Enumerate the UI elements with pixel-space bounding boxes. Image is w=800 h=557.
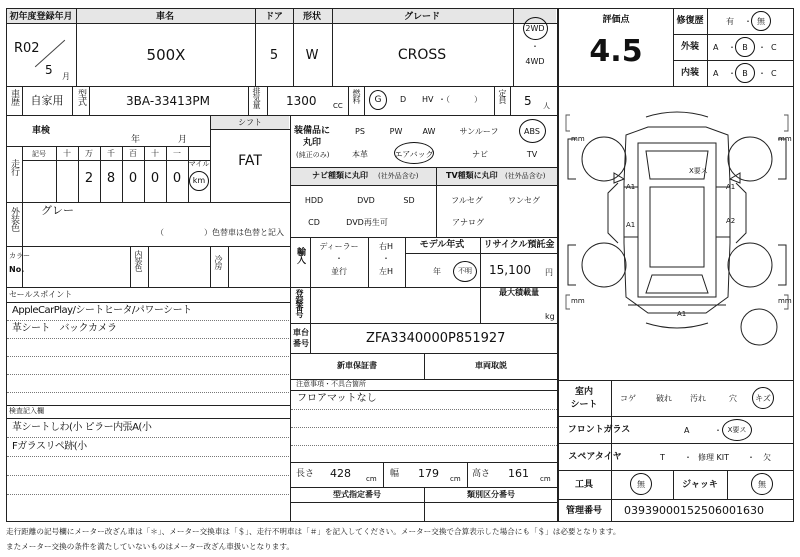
grade-value: CROSS: [397, 47, 447, 63]
color-no-label-top: カラー: [9, 252, 30, 260]
navi-label-small: (社外品含む): [378, 172, 419, 180]
fuel-g: G: [374, 95, 382, 105]
car-damage-diagram: [558, 87, 794, 377]
equip-leather: 本革: [352, 150, 368, 159]
model-year-label: モデル年式: [419, 240, 465, 250]
height-label: 高さ: [472, 469, 491, 479]
repair-sep: ・: [744, 17, 752, 26]
reg-month-unit: 月: [62, 72, 70, 81]
navi-sd: SD: [403, 196, 415, 205]
navi-label: ナビ種類に丸印: [312, 171, 368, 180]
int-b: B: [742, 69, 748, 78]
reg-month-value: 5: [45, 63, 53, 77]
reg-year-value: R02: [14, 41, 40, 56]
windshield-x: X要ス: [727, 426, 747, 434]
jack-value: 無: [758, 480, 766, 489]
max-load-label: 最大積載量: [499, 288, 539, 297]
windshield-label: フロントガラス: [567, 425, 631, 435]
capacity-value: 5: [524, 94, 532, 108]
equip-sunroof: サンルーフ: [459, 127, 499, 136]
inspector-label: 検査記入欄: [9, 407, 44, 415]
ext-sep-2: ・: [758, 43, 766, 52]
disp-label: 排気量: [252, 87, 261, 108]
interior-koge: コゲ: [620, 394, 636, 403]
drive-dealer: ディーラー: [319, 242, 359, 251]
equipment-label-3: (純正のみ): [296, 151, 330, 159]
equipment-label-2: 丸印: [303, 138, 322, 148]
interior-color-label: 内装色: [134, 250, 143, 271]
management-value: 03939000152506001630: [624, 504, 764, 517]
equipment-label-1: 装備品に: [294, 126, 331, 136]
jack-label: ジャッキ: [682, 480, 718, 490]
ext-c: C: [771, 43, 777, 52]
tools-label: 工具: [574, 480, 594, 490]
drive-dot: ・: [531, 42, 539, 51]
interior-yogore: 汚れ: [690, 394, 706, 403]
drive-left: 左H: [378, 267, 394, 276]
fuel-label: 燃料: [352, 89, 361, 103]
shaken-month-unit: 月: [178, 135, 188, 145]
repair-label: 修復歴: [676, 16, 704, 26]
drive-dot-1: ・: [335, 254, 343, 263]
shaken-label: 車検: [31, 126, 51, 136]
inspector-line-1: Fガラスリペ跡(小: [12, 441, 87, 452]
navi-cd: CD: [308, 218, 320, 227]
length-label: 長さ: [296, 469, 315, 479]
car-name-value: 500X: [146, 46, 186, 64]
mileage-unit-6: 一: [173, 149, 181, 158]
repair-yes: 有: [726, 17, 734, 26]
ac-label: 冷房: [214, 255, 223, 269]
tire-mm-rl: mm: [571, 297, 585, 305]
model-value: 3BA-33413PM: [126, 94, 210, 108]
drive-dot-2: ・: [382, 254, 390, 263]
mark-x-front: X要ス: [689, 167, 708, 175]
mileage-digit-1: 8: [106, 171, 116, 186]
tv-label: TV種類に丸印: [446, 171, 498, 180]
mileage-label: 走行: [9, 159, 19, 175]
recycle-label: リサイクル預託金: [483, 240, 555, 250]
int-sep-2: ・: [758, 69, 766, 78]
max-load-unit: kg: [545, 312, 555, 321]
drive-2wd: 2WD: [525, 24, 545, 33]
interior-label: 内装: [680, 68, 700, 78]
ext-b: B: [742, 43, 748, 52]
chassis-label-1: 車台: [293, 328, 309, 337]
ext-sep-1: ・: [728, 43, 736, 52]
navi-hdd: HDD: [304, 196, 324, 205]
sales-label: セールスポイント: [9, 290, 73, 299]
door-label: ドア: [265, 12, 283, 22]
notes-value: フロアマットなし: [297, 393, 377, 404]
tools-value: 無: [637, 480, 645, 489]
mileage-unit-5: 十: [151, 149, 159, 158]
model-year-unknown: 不明: [458, 267, 472, 275]
mileage-unit-0: 記号: [32, 150, 46, 158]
class-no-label: 類別区分番号: [467, 490, 515, 499]
color-note: （ ）色替車は色替と記入: [156, 228, 284, 237]
fuel-hv: HV: [422, 95, 434, 104]
drive-4wd: 4WD: [525, 57, 545, 66]
spare-label: スペアタイヤ: [568, 452, 622, 462]
tire-mm-fr: mm: [778, 135, 792, 143]
management-label: 管理番号: [565, 506, 603, 516]
reg-no-label: 登録番号: [295, 289, 304, 317]
spare-dot-2: ・: [747, 453, 755, 462]
shape-value: W: [305, 48, 319, 63]
mark-a1-left: A1: [626, 183, 636, 191]
int-sep-1: ・: [728, 69, 736, 78]
usage-label: 車歴: [9, 89, 19, 105]
mark-a1-rear: A1: [677, 310, 687, 318]
mileage-digit-3: 0: [150, 171, 160, 186]
model-year-unit: 年: [433, 267, 441, 276]
drive-parallel: 並行: [331, 267, 347, 276]
spare-none: 欠: [763, 453, 771, 462]
spare-t: T: [660, 453, 665, 462]
interior-kizu: キズ: [755, 394, 771, 403]
equip-abs: ABS: [524, 127, 540, 136]
equip-navi: ナビ: [472, 150, 488, 159]
mark-a1-door: A1: [626, 221, 636, 229]
manual-label: 車両取説: [475, 361, 507, 370]
score-label: 評価点: [602, 15, 630, 25]
int-a: A: [713, 69, 719, 78]
mark-a1-right: A1: [726, 183, 736, 191]
width-label: 幅: [390, 469, 400, 479]
cap-label: 定員: [498, 89, 507, 103]
car-name-label: 車名: [155, 12, 175, 22]
mileage-digit-0: 2: [84, 171, 94, 186]
tire-mm-fl: mm: [571, 135, 585, 143]
mark-a2-right: A2: [726, 217, 736, 225]
equip-pw: PW: [389, 127, 403, 136]
reg-year-label: 初年度登録年月: [9, 12, 73, 22]
chassis-label-2: 番号: [293, 339, 309, 348]
cc-unit: CC: [333, 102, 343, 110]
tv-label-small: (社外品含む): [505, 172, 546, 180]
sales-line-1: 革シート バックカメラ: [12, 323, 117, 334]
color-value: グレー: [41, 204, 74, 217]
notes-label: 注意事項・不具合箇所: [296, 380, 366, 388]
drive-label: 輸入: [295, 247, 305, 263]
navi-dvd: DVD: [357, 196, 375, 205]
model-no-label: 型式指定番号: [333, 490, 381, 499]
windshield-dot: ・: [714, 426, 722, 435]
width-unit: cm: [450, 475, 461, 483]
usage-value: 自家用: [30, 94, 64, 107]
length-unit: cm: [366, 475, 377, 483]
ext-a: A: [713, 43, 719, 52]
footer-line-0: 走行距離の記号欄にメーター改ざん車は「＊」、メーター交換車は「＄」、走行不明車は「＃」を記入してください。メーター交換で合算表示した場合にも「＄」は必要となります。: [6, 527, 621, 536]
interior-state-label-2: シート: [570, 400, 598, 410]
score-value: 4.5: [589, 34, 643, 69]
fuel-rest: ・（ ）: [438, 95, 482, 104]
height-unit: cm: [540, 475, 551, 483]
equip-ps: PS: [355, 127, 365, 136]
mileage-mile: マイル: [188, 160, 210, 168]
mileage-unit-4: 百: [129, 149, 137, 158]
spare-dot-1: ・: [684, 453, 692, 462]
sales-line-0: AppleCarPlay/シートヒータ/パワーシート: [12, 305, 192, 316]
mileage-unit-1: 十: [63, 149, 71, 158]
mileage-unit-3: 千: [107, 149, 115, 158]
equip-aw: AW: [422, 127, 436, 136]
chassis-value: ZFA3340000P851927: [366, 331, 506, 346]
equip-airbag: エアバッグ: [394, 150, 434, 159]
interior-ana: 穴: [729, 394, 737, 403]
equip-tv: TV: [526, 150, 538, 159]
height-value: 161: [508, 467, 529, 480]
windshield-a: A: [684, 426, 690, 435]
drive-right: 右H: [378, 242, 394, 251]
repair-no: 無: [757, 17, 765, 26]
cap-unit: 人: [543, 102, 550, 110]
shift-label: シフト: [238, 118, 262, 127]
int-c: C: [771, 69, 777, 78]
tv-fullseg: フルセグ: [451, 196, 483, 205]
spare-kit: 修理 KIT: [698, 453, 730, 462]
shape-label: 形状: [302, 12, 322, 22]
tire-mm-rr: mm: [778, 297, 792, 305]
tv-analog: アナログ: [452, 218, 484, 227]
color-no-label: No.: [9, 265, 25, 274]
inspector-line-0: 革シートしわ(小 ピラー内張A(小: [12, 422, 152, 433]
fuel-d: D: [400, 95, 407, 104]
shaken-year-unit: 年: [131, 135, 141, 145]
shift-value: FAT: [238, 153, 262, 169]
exterior-label: 外装: [680, 42, 700, 52]
grade-label: グレード: [403, 12, 441, 22]
interior-state-label-1: 室内: [574, 387, 594, 397]
mileage-digit-2: 0: [128, 171, 138, 186]
length-value: 428: [330, 467, 351, 480]
warranty-label: 新車保証書: [337, 361, 377, 370]
color-label: 外装色: [9, 207, 19, 231]
mileage-km: km: [192, 176, 206, 185]
interior-yabure: 破れ: [656, 394, 672, 403]
width-value: 179: [418, 467, 439, 480]
footer-line-1: またメーター交換の条件を満たしていないものはメーター改ざん車扱いとなります。: [6, 542, 294, 551]
tv-oneseg: ワンセグ: [508, 196, 540, 205]
recycle-unit: 円: [545, 268, 553, 277]
mileage-digit-4: 0: [172, 171, 182, 186]
recycle-value: 15,100: [489, 263, 531, 277]
door-value: 5: [269, 48, 279, 63]
mileage-unit-2: 万: [85, 149, 93, 158]
model-label: 型式: [76, 89, 86, 105]
navi-dvd-play: DVD再生可: [346, 218, 388, 227]
displacement-value: 1300: [286, 94, 317, 108]
